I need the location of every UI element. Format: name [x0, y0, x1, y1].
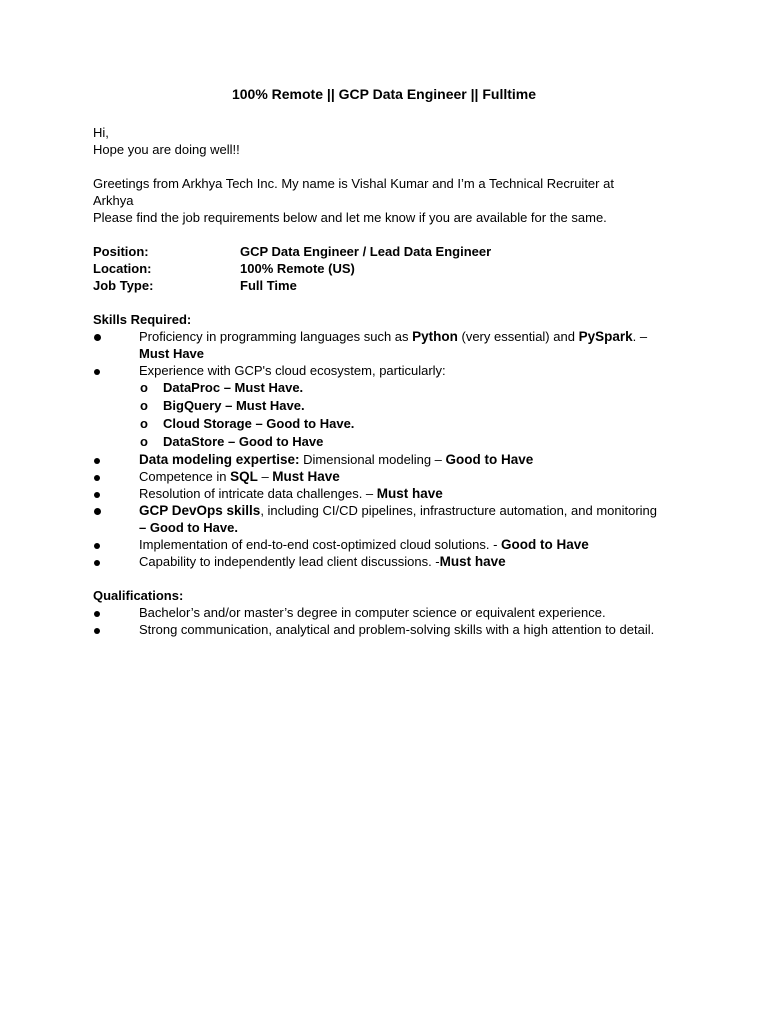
document-body [93, 86, 693, 638]
sub-skill-item [93, 415, 693, 433]
detail-job-type [93, 277, 693, 294]
bullet-icon [93, 553, 139, 570]
skill-highlight: Python [412, 329, 458, 344]
skill-item [93, 328, 693, 362]
skill-item [93, 502, 693, 536]
qualification-text: Strong communication, analytical and problem-solving skills with a high attention to detail. [139, 622, 655, 637]
bullet-icon [93, 604, 139, 621]
skill-item [93, 362, 693, 379]
skill-item [93, 536, 693, 553]
intro-text-line3: Please find the job requirements below and let me know if you are available for the same. [93, 210, 607, 225]
bullet-icon [93, 621, 139, 638]
skill-text: Proficiency in programming languages such as [139, 329, 413, 344]
skill-item [93, 451, 693, 468]
page-title: 100% Remote || GCP Data Engineer || Fulltime [231, 86, 537, 102]
skills-heading: Skills Required: [93, 312, 192, 327]
detail-value: Full Time [240, 278, 297, 293]
skill-highlight: PySpark [578, 329, 633, 344]
skill-text: Dimensional modeling – [299, 452, 446, 467]
circle-bullet-icon: o [140, 416, 148, 431]
greeting-text: Hi, [93, 125, 109, 140]
sub-skill-item [93, 433, 693, 451]
circle-bullet-icon: o [140, 380, 148, 395]
skill-item [93, 485, 693, 502]
skill-priority: Must have [439, 554, 506, 569]
detail-label: Job Type: [93, 278, 154, 293]
circle-bullet-icon: o [140, 434, 148, 449]
skill-text: Competence in [139, 469, 231, 484]
detail-label: Location: [93, 261, 152, 276]
bullet-icon [93, 328, 139, 345]
bullet-icon [93, 451, 139, 468]
sub-skill-item [93, 397, 693, 415]
sub-skill-text: Cloud Storage – Good to Have. [163, 416, 355, 431]
bullet-icon [93, 502, 139, 519]
detail-value: GCP Data Engineer / Lead Data Engineer [240, 244, 492, 259]
skill-highlight: SQL [230, 469, 258, 484]
intro-text-line1: Greetings from Arkhya Tech Inc. My name is Vishal Kumar and I’m a Technical Recruiter at [93, 176, 614, 191]
detail-value: 100% Remote (US) [240, 261, 355, 276]
sub-skill-text: DataStore – Good to Have [163, 434, 324, 449]
skill-text: – [257, 469, 273, 484]
spacer [93, 226, 693, 243]
qualifications-heading: Qualifications: [93, 588, 184, 603]
skill-priority: – Good to Have. [139, 520, 238, 535]
skill-priority: Must Have [139, 346, 205, 361]
skill-priority: Must Have [272, 469, 340, 484]
circle-bullet-icon: o [140, 398, 148, 413]
detail-label: Position: [93, 244, 149, 259]
skill-text: , including CI/CD pipelines, infrastructure automation, and monitoring [260, 503, 658, 518]
skill-text: Implementation of end-to-end cost-optimized cloud solutions. - [139, 537, 502, 552]
skill-text: (very essential) and [457, 329, 579, 344]
skill-text: Capability to independently lead client discussions. - [139, 554, 440, 569]
spacer [93, 158, 693, 175]
skill-highlight: Data modeling expertise: [139, 452, 300, 467]
bullet-icon [93, 468, 139, 485]
qualification-text: Bachelor’s and/or master’s degree in computer science or equivalent experience. [139, 605, 606, 620]
qualification-item [93, 604, 693, 621]
skill-text: . – [632, 329, 648, 344]
detail-position [93, 243, 693, 260]
skill-item [93, 468, 693, 485]
spacer [93, 570, 693, 587]
skill-highlight: GCP DevOps skills [139, 503, 261, 518]
skill-text: Resolution of intricate data challenges. – [139, 486, 377, 501]
sub-skill-item [93, 379, 693, 397]
sub-skill-text: DataProc – Must Have. [163, 380, 304, 395]
bullet-icon [93, 485, 139, 502]
skill-priority: Good to Have [445, 452, 534, 467]
bullet-icon [93, 536, 139, 553]
hope-text: Hope you are doing well!! [93, 142, 240, 157]
qualification-item [93, 621, 693, 638]
skill-priority: Must have [376, 486, 443, 501]
bullet-icon [93, 362, 139, 379]
spacer [93, 294, 693, 311]
detail-location [93, 260, 693, 277]
skill-priority: Good to Have [501, 537, 589, 552]
skill-item [93, 553, 693, 570]
skill-text: Experience with GCP's cloud ecosystem, particularly: [139, 363, 446, 378]
sub-skill-text: BigQuery – Must Have. [163, 398, 305, 413]
intro-text-line2: Arkhya [93, 193, 134, 208]
